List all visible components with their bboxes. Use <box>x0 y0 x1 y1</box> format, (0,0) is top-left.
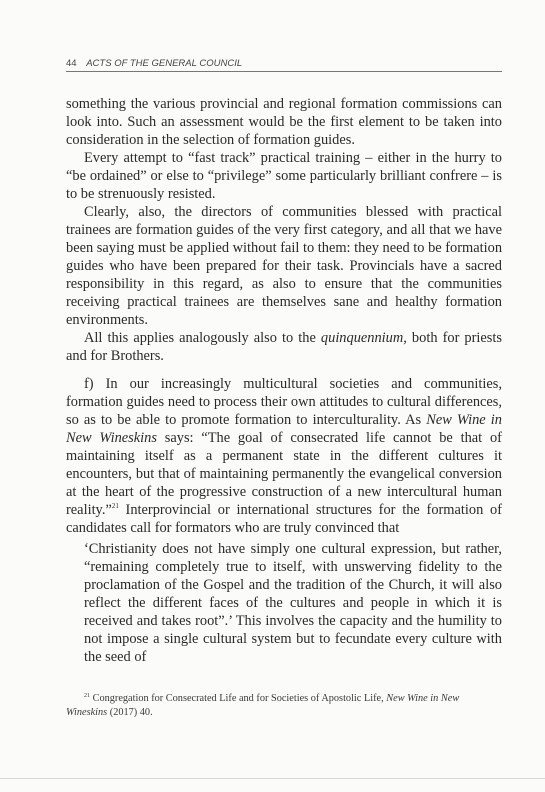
running-title: ACTS OF THE GENERAL COUNCIL <box>86 58 243 69</box>
running-header <box>66 58 502 72</box>
text-run: ‘Christianity does not have simply one cultural expression, but rather, “remaining completely true to itself, with unswerving fidelity to the proclamation of the Gospel and the tradition of the Church, it will also reflect the different faces of the cultures and people in which it is received and takes root”.’ This involves the capacity and the humility to not impose a single cultural system but to fecundate every culture with the seed of <box>84 541 502 665</box>
text-run: says: “The goal of consecrated life cannot be that of maintaining itself as a permanent state in the different cultures it encounters, but that of maintaining permanently the evangelical conversion at the heart of the progressive construction of a new intercultural human reality.” <box>66 430 502 518</box>
page-edge-line <box>0 778 545 779</box>
paragraph <box>66 149 502 203</box>
block-quote <box>84 540 502 666</box>
body-text <box>66 95 502 666</box>
footnote-text: Congregation for Consecrated Life and for Societies of Apostolic Life, <box>90 693 387 704</box>
text-run: f) In our increasingly multicultural societies and communities, formation guides need to process their own attitudes to cultural differences, so as to be able to promote formation to interculturality. As <box>66 376 502 428</box>
page-number: 44 <box>66 58 77 69</box>
text-run: Clearly, also, the directors of communities blessed with practical trainees are formation guides of the very first category, and all that we have been saying must be applied without fail to them: they need to be formation guides who have been prepared for their task. Provincials have a sacred responsibility in this regard, as also to ensure that the communities receiving practical trainees are themselves sane and healthy formation environments. <box>66 204 503 328</box>
paragraph <box>66 203 502 329</box>
paragraph <box>66 375 502 537</box>
text-run: Every attempt to “fast track” practical training – either in the hurry to “be ordained” or else to “privilege” some particularly brilliant confrere – is to be strenuously resisted. <box>66 150 502 202</box>
paragraph <box>66 329 502 365</box>
footnote-tail: (2017) 40. <box>107 706 153 718</box>
text-run: something the various provincial and regional formation commissions can look into. Such an assessment would be the first element to be taken into consideration in the selection of formation guides. <box>66 96 502 148</box>
footnote-title: New Wine in New Wineskins <box>66 693 460 718</box>
footnote-ref: 21 <box>111 502 119 510</box>
footnote-number: 21 <box>84 693 90 699</box>
paragraph <box>66 95 502 149</box>
italic-run: quinquennium <box>320 330 404 346</box>
footnote <box>66 692 502 719</box>
text-run: Interprovincial or international structures for the formation of candidates call for formators who are truly convinced that <box>66 502 502 536</box>
italic-run: New Wine in New Wineskins <box>66 412 502 446</box>
text-run: All this applies analogously also to the <box>84 330 321 346</box>
text-run: , both for priests and for Brothers. <box>66 330 503 364</box>
